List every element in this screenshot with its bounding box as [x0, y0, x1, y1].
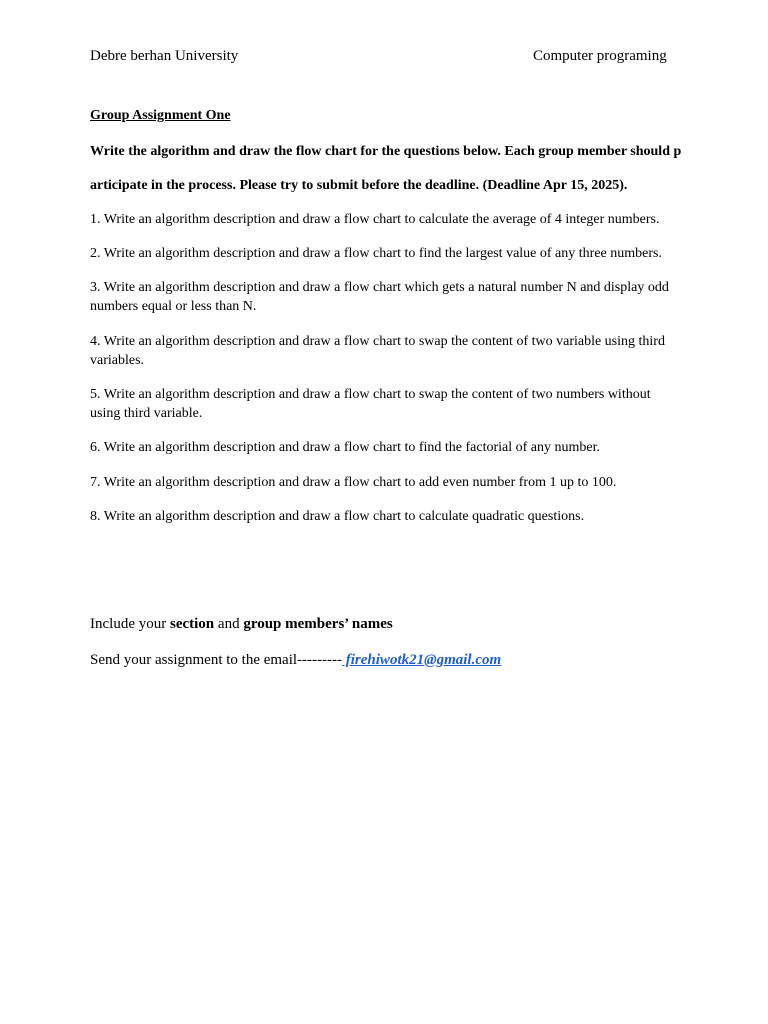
include-section: section	[169, 616, 215, 632]
question-1: 1. Write an algorithm description and draw a flow chart to calculate the average of 4 integer numbers.	[90, 212, 660, 227]
question-2: 2. Write an algorithm description and draw a flow chart to find the largest value of any three numbers.	[90, 246, 662, 261]
include-and: and	[214, 616, 244, 632]
assignment-title: Group Assignment One	[90, 108, 231, 123]
question-6: 6. Write an algorithm description and draw a flow chart to find the factorial of any number.	[90, 440, 601, 455]
question-4: 4. Write an algorithm description and draw a flow chart to swap the content of two variable using third variables.	[90, 334, 665, 368]
header-course: Computer programing	[533, 48, 667, 64]
instruction-line-1: Write the algorithm and draw the flow chart for the questions below. Each group member should p	[90, 144, 682, 159]
header-university: Debre berhan University	[90, 48, 239, 64]
include-members: group members’ names	[243, 616, 393, 632]
instruction-line-2: articipate in the process. Please try to submit before the deadline. (Deadline Apr 15, 2025).	[90, 178, 628, 193]
send-note	[90, 651, 501, 669]
question-8: 8. Write an algorithm description and draw a flow chart to calculate quadratic questions.	[90, 509, 585, 524]
question-5: 5. Write an algorithm description and draw a flow chart to swap the content of two numbers without using third variable.	[90, 387, 651, 421]
question-3: 3. Write an algorithm description and draw a flow chart which gets a natural number N and display odd numbers equal or less than N.	[90, 280, 669, 314]
question-7: 7. Write an algorithm description and draw a flow chart to add even number from 1 up to 100.	[90, 475, 617, 490]
email-link[interactable]: firehiwotk21@gmail.com	[342, 652, 502, 668]
include-note	[90, 615, 393, 633]
include-prefix: Include your	[90, 616, 170, 632]
send-prefix: Send your assignment to the email---------	[90, 652, 343, 668]
